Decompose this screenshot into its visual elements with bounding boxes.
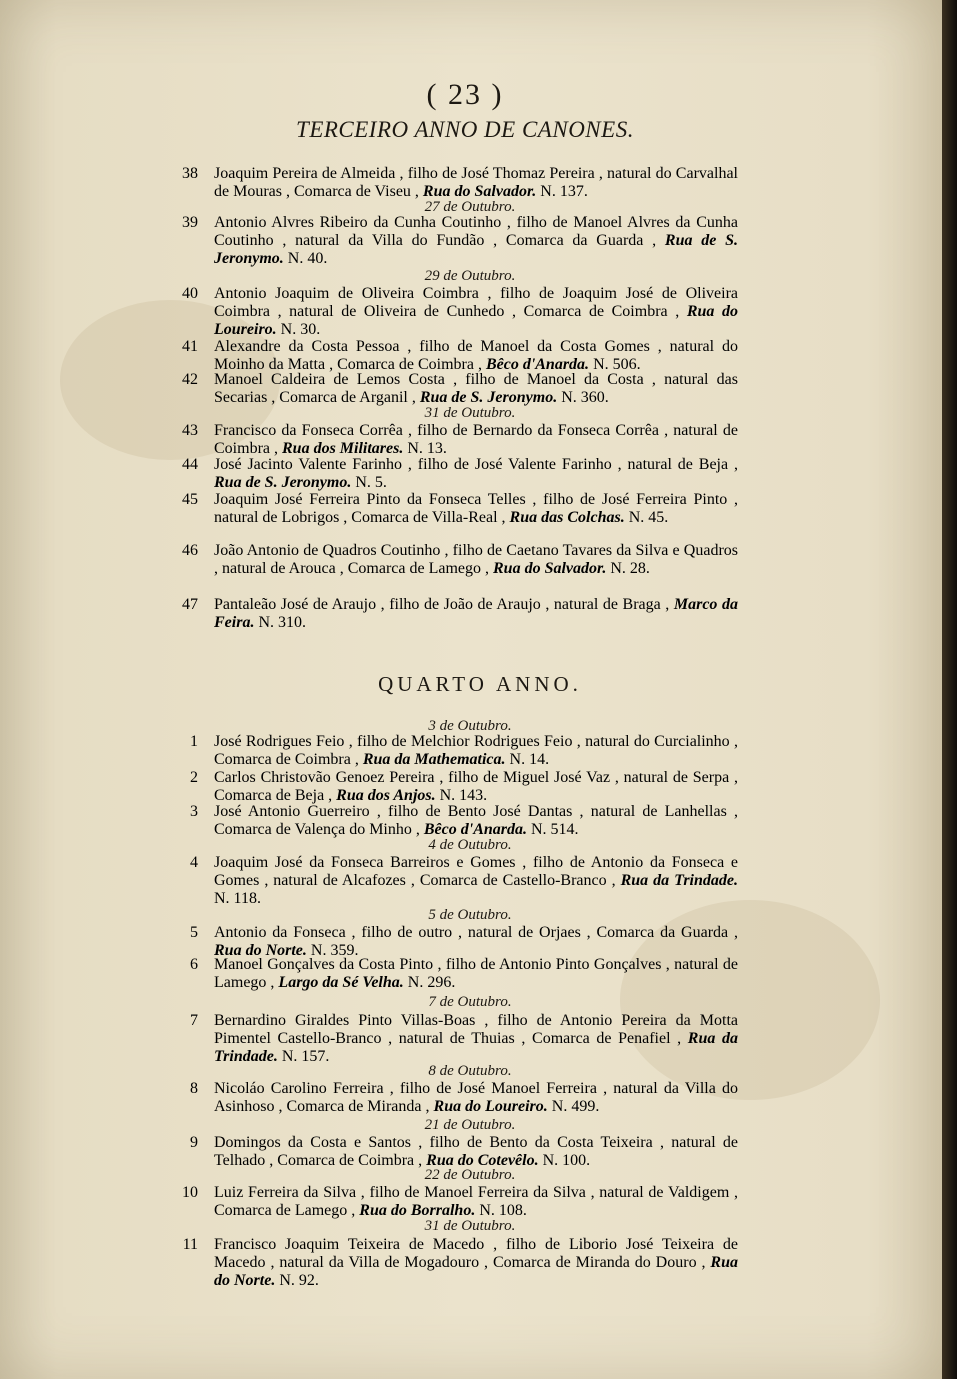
entry-house-number: N. 506. — [589, 356, 641, 373]
entry-date: 5 de Outubro. — [428, 907, 512, 923]
entry-text — [214, 491, 738, 527]
entry-text — [214, 542, 738, 578]
entry-street: Rua do Loureiro. — [214, 303, 738, 338]
entry-house-number: N. 514. — [527, 821, 579, 838]
entry-street: Bêco d'Anarda. — [423, 821, 527, 838]
entry-house-number: N. 296. — [403, 974, 456, 991]
entry-date: 3 de Outubro. — [428, 718, 512, 734]
entry-number: 8 — [190, 1080, 198, 1097]
entry-text — [214, 371, 738, 407]
entry-text — [214, 1012, 738, 1066]
entry-body: Joaquim Pereira de Almeida , filho de José Thomaz Pereira , natural do Carvalhal de Mouras , Comarca de Viseu , — [214, 165, 738, 200]
entry-body: José Rodrigues Feio , filho de Melchior Rodrigues Feio , natural do Curcialinho , Comarca de Coimbra , — [214, 733, 738, 768]
running-title: TERCEIRO ANNO DE CANONES. — [296, 117, 634, 142]
entry-number: 41 — [182, 338, 198, 355]
entry-text — [214, 1134, 738, 1170]
entry-text — [214, 165, 738, 201]
entry-date: 21 de Outubro. — [424, 1117, 516, 1133]
entry-date: 7 de Outubro. — [428, 994, 512, 1010]
entry-number: 39 — [182, 214, 198, 231]
entry-body: Francisco Joaquim Teixeira de Macedo , filho de Liborio José Teixeira de Macedo , natural da Villa de Mogadouro , Comarca de Miranda do Douro , — [214, 1236, 738, 1271]
entry-date: 8 de Outubro. — [428, 1063, 512, 1079]
entry-body: Nicoláo Carolino Ferreira , filho de José Manoel Ferreira , natural da Villa do Asinhoso , Comarca de Miranda , — [214, 1080, 738, 1115]
entry-house-number: N. 14. — [505, 751, 550, 768]
entry-body: Antonio Alvres Ribeiro da Cunha Coutinho , filho de Manoel Alvres da Cunha Coutinho , natural da Villa do Fundão , Comarca da Guarda , — [214, 214, 738, 249]
entry-street: Rua de S. Jeronymo. — [419, 389, 558, 406]
entry-house-number: N. 28. — [606, 560, 650, 577]
entry-number: 43 — [182, 422, 198, 439]
entry-number: 10 — [182, 1184, 198, 1201]
entry-body: Pantaleão José de Araujo , filho de João de Araujo , natural de Braga , — [214, 596, 674, 613]
entry-body: João Antonio de Quadros Coutinho , filho de Caetano Tavares da Silva e Quadros , natural de Arouca , Comarca de Lamego , — [214, 542, 738, 577]
entry-date: 22 de Outubro. — [424, 1167, 516, 1183]
book-spine — [942, 0, 957, 1379]
entry-body: Antonio Joaquim de Oliveira Coimbra , filho de Joaquim José de Oliveira Coimbra , natural de Oliveira de Cunhedo , Comarca de Coimbra , — [214, 285, 738, 320]
entry-street: Rua do Norte. — [214, 1254, 738, 1289]
entry-text — [214, 1236, 738, 1290]
entry-text — [214, 1184, 738, 1220]
entry-date: 31 de Outubro. — [424, 1218, 516, 1234]
entry-number: 6 — [190, 956, 198, 973]
entry-date: 27 de Outubro. — [424, 199, 516, 215]
entry-house-number: N. 360. — [557, 389, 609, 406]
entry-text — [214, 214, 738, 268]
entry-house-number: N. 45. — [624, 509, 669, 526]
entry-body: Domingos da Costa e Santos , filho de Bento da Costa Teixeira , natural de Telhado , Comarca de Coimbra , — [214, 1134, 738, 1169]
entry-street: Rua de S. Jeronymo. — [214, 474, 352, 491]
entry-street: Bêco d'Anarda. — [485, 356, 590, 373]
entry-text — [214, 854, 738, 908]
entry-date: 4 de Outubro. — [428, 837, 512, 853]
entry-body: Carlos Christovão Genoez Pereira , filho de Miguel José Vaz , natural de Serpa , Comarca de Beja , — [214, 769, 738, 804]
entry-text — [214, 956, 738, 992]
entry-street: Rua dos Militares. — [282, 440, 404, 457]
entry-body: Francisco da Fonseca Corrêa , filho de Bernardo da Fonseca Corrêa , natural de Coimbra , — [214, 422, 738, 457]
entry-body: Alexandre da Costa Pessoa , filho de Manoel da Costa Gomes , natural do Moinho da Matta , Comarca de Coimbra , — [214, 338, 738, 373]
entry-number: 47 — [182, 596, 198, 613]
entry-number: 3 — [190, 803, 198, 820]
entry-street: Rua das Colchas. — [509, 509, 625, 526]
entry-date: 29 de Outubro. — [424, 268, 516, 284]
entry-number: 4 — [190, 854, 198, 871]
entry-house-number: N. 108. — [475, 1202, 527, 1219]
entry-street: Rua da Trindade. — [620, 872, 739, 889]
entry-house-number: N. 13. — [403, 440, 447, 457]
section-title: QUARTO ANNO. — [378, 672, 582, 696]
entry-body: Luiz Ferreira da Silva , filho de Manoel Ferreira da Silva , natural de Valdigem , Comarca de Lamego , — [214, 1184, 738, 1219]
entry-body: José Jacinto Valente Farinho , filho de José Valente Farinho , natural de Beja , — [214, 456, 738, 473]
entry-house-number: N. 310. — [254, 614, 307, 631]
entry-house-number: N. 100. — [538, 1152, 591, 1169]
entry-text — [214, 924, 738, 960]
entry-street: Rua do Cotevêlo. — [426, 1152, 539, 1169]
entry-street: Rua do Loureiro. — [433, 1098, 548, 1115]
entry-text — [214, 338, 738, 374]
entry-body: Manoel Gonçalves da Costa Pinto , filho de Antonio Pinto Gonçalves , natural de Lamego , — [214, 956, 738, 991]
entry-text — [214, 456, 738, 492]
entry-street: Rua do Borralho. — [359, 1202, 476, 1219]
entry-text — [214, 733, 738, 769]
entry-body: Bernardino Giraldes Pinto Villas-Boas , filho de Antonio Pereira da Motta Pimentel Castello-Branco , natural de Thuias , Comarca de Penafiel , — [214, 1012, 738, 1047]
entry-house-number: N. 157. — [277, 1048, 330, 1065]
entry-number: 42 — [182, 371, 198, 388]
entry-house-number: N. 499. — [547, 1098, 600, 1115]
entry-house-number: N. 5. — [351, 474, 387, 491]
entry-number: 40 — [182, 285, 198, 302]
entry-body: Antonio da Fonseca , filho de outro , natural de Orjaes , Comarca da Guarda , — [214, 924, 738, 941]
entry-text — [214, 285, 738, 339]
entry-text — [214, 803, 738, 839]
entry-street: Rua do Norte. — [214, 942, 307, 959]
entry-date: 31 de Outubro. — [424, 405, 516, 421]
page-number: ( 23 ) — [426, 78, 504, 111]
entry-house-number: N. 359. — [306, 942, 359, 959]
entry-text — [214, 422, 738, 458]
entry-house-number: N. 40. — [283, 250, 328, 267]
entry-body: Joaquim José da Fonseca Barreiros e Gomes , filho de Antonio da Fonseca e Gomes , natural de Alcafozes , Comarca de Castello-Branco , — [214, 854, 738, 889]
entry-house-number: N. 118. — [214, 890, 261, 907]
entry-street: Rua da Mathematica. — [362, 751, 506, 768]
entry-number: 38 — [182, 165, 198, 182]
entry-number: 7 — [190, 1012, 198, 1029]
entry-body: Joaquim José Ferreira Pinto da Fonseca Telles , filho de José Ferreira Pinto , natural de Lobrigos , Comarca de Villa-Real , — [214, 491, 738, 526]
entry-street: Marco da Feira. — [214, 596, 738, 631]
entry-body: Manoel Caldeira de Lemos Costa , filho de Manoel da Costa , natural das Secarias , Comarca de Arganil , — [214, 371, 738, 406]
entry-number: 11 — [182, 1236, 198, 1253]
entry-number: 5 — [190, 924, 198, 941]
entry-number: 45 — [182, 491, 198, 508]
entry-street: Rua da Trindade. — [214, 1030, 738, 1065]
entry-number: 44 — [182, 456, 198, 473]
entry-house-number: N. 92. — [275, 1272, 319, 1289]
entry-text — [214, 596, 738, 632]
entry-street: Rua de S. Jeronymo. — [214, 232, 738, 267]
entry-street: Rua dos Anjos. — [336, 787, 436, 804]
entry-number: 2 — [190, 769, 198, 786]
entry-street: Largo da Sé Velha. — [278, 974, 404, 991]
entry-number: 1 — [190, 733, 198, 750]
entry-house-number: N. 30. — [276, 321, 321, 338]
entry-text — [214, 1080, 738, 1116]
entry-house-number: N. 143. — [435, 787, 488, 804]
entry-text — [214, 769, 738, 805]
entry-street: Rua do Salvador. — [422, 183, 537, 200]
entry-body: José Antonio Guerreiro , filho de Bento José Dantas , natural de Lanhellas , Comarca de Valença do Minho , — [214, 803, 738, 838]
entry-street: Rua do Salvador. — [493, 560, 607, 577]
entry-house-number: N. 137. — [536, 183, 588, 200]
entry-number: 46 — [182, 542, 198, 559]
entry-number: 9 — [190, 1134, 198, 1151]
